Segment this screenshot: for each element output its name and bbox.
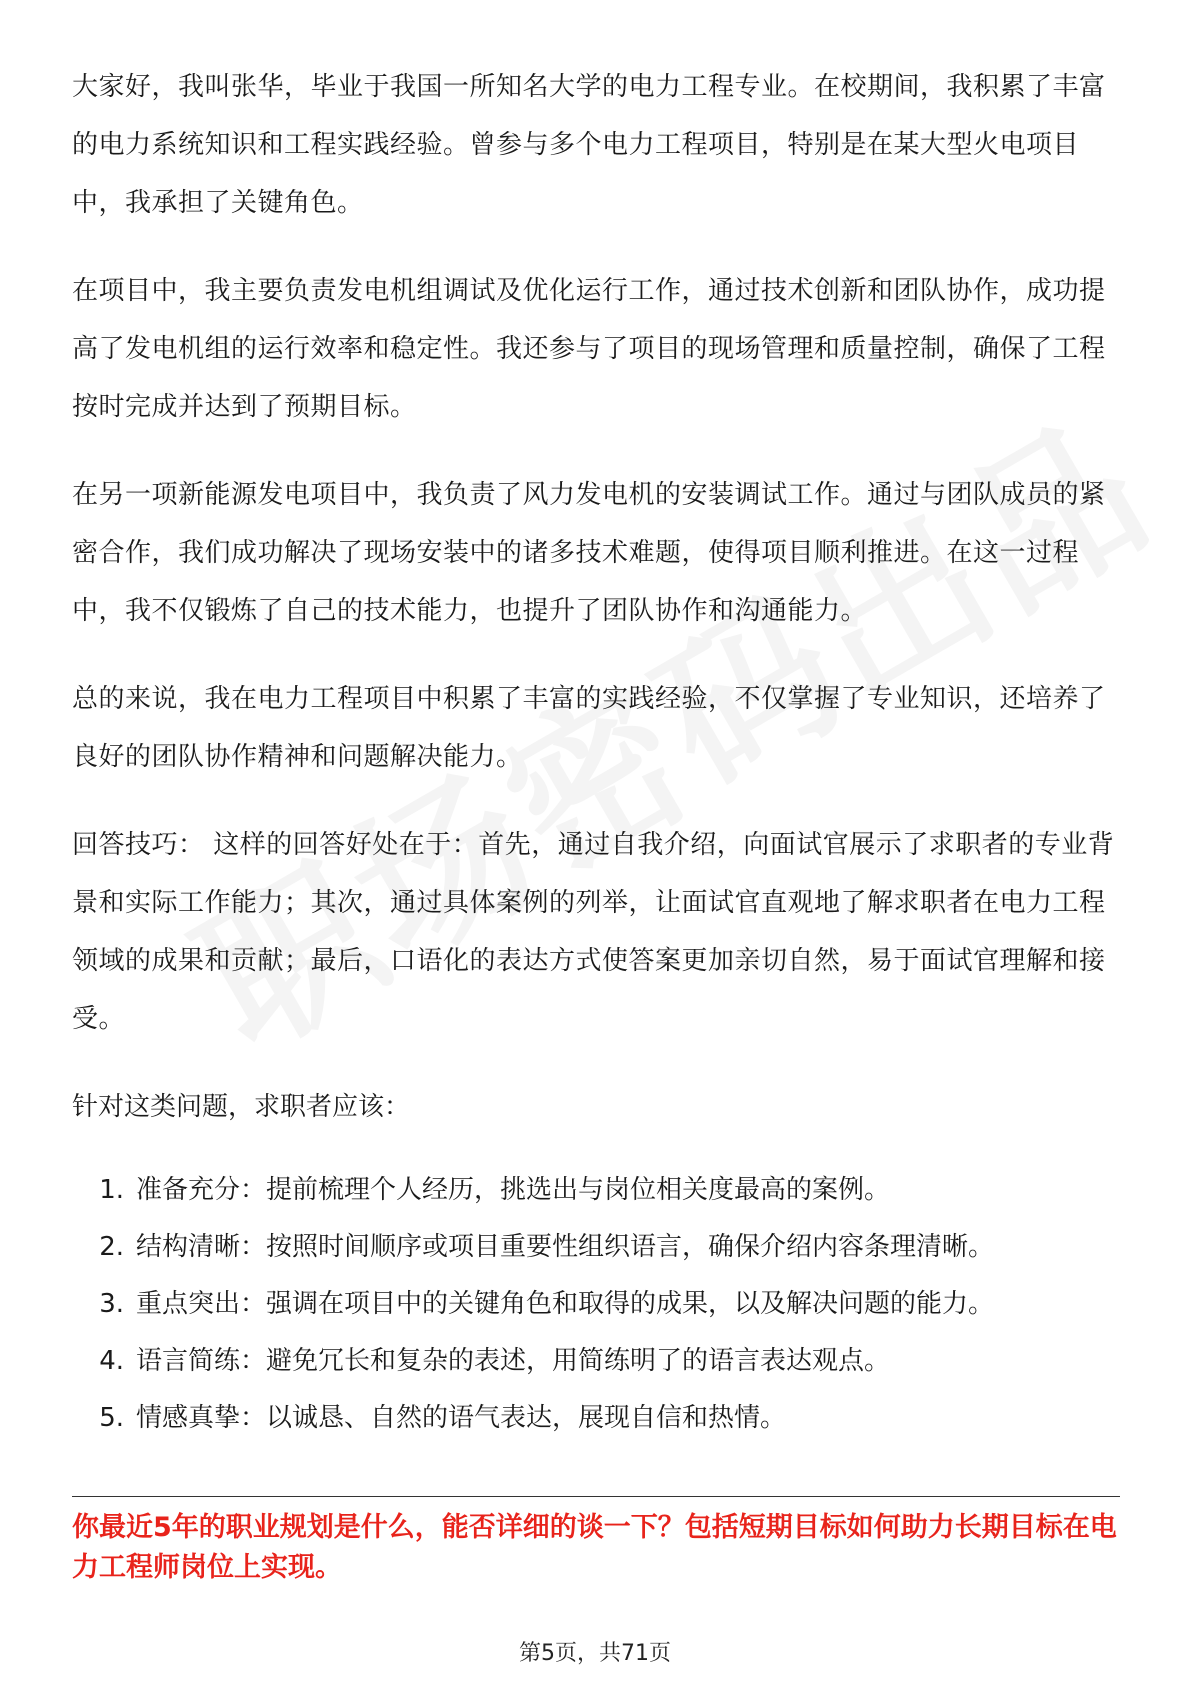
section-divider <box>72 1496 1120 1497</box>
list-text: 结构清晰：按照时间顺序或项目重要性组织语言，确保介绍内容条理清晰。 <box>136 1232 995 1262</box>
tips-intro: 针对这类问题，求职者应该： <box>72 1092 411 1122</box>
list-text: 语言简练：避免冗长和复杂的表述，用简练明了的语言表达观点。 <box>136 1346 891 1376</box>
main-content <box>72 58 1120 1447</box>
tips-list <box>72 1162 1120 1447</box>
list-number: 1. <box>99 1175 124 1205</box>
list-text: 情感真挚：以诚恳、自然的语气表达，展现自信和热情。 <box>136 1403 787 1433</box>
paragraph-answer-tips: 回答技巧： 这样的回答好处在于：首先，通过自我介绍，向面试官展示了求职者的专业背景和实际工作能力；其次，通过具体案例的列举，让面试官直观地了解求职者在电力工程领域的成果和贡献；最后，口语化的表达方式使答案更加亲切自然，易于面试官理解和接受。 <box>72 830 1115 1034</box>
list-item <box>72 1333 1120 1390</box>
paragraph-new-energy: 在另一项新能源发电项目中，我负责了风力发电机的安装调试工作。通过与团队成员的紧密合作，我们成功解决了现场安装中的诸多技术难题，使得项目顺利推进。在这一过程中，我不仅锻炼了自己的技术能力，也提升了团队协作和沟通能力。 <box>72 480 1106 626</box>
list-item <box>72 1276 1120 1333</box>
list-item <box>72 1219 1120 1276</box>
paragraph-project: 在项目中，我主要负责发电机组调试及优化运行工作，通过技术创新和团队协作，成功提高了发电机组的运行效率和稳定性。我还参与了项目的现场管理和质量控制，确保了工程按时完成并达到了预期目标。 <box>72 276 1106 422</box>
list-text: 重点突出：强调在项目中的关键角色和取得的成果，以及解决问题的能力。 <box>136 1289 995 1319</box>
next-question-heading: 你最近5年的职业规划是什么，能否详细的谈一下？包括短期目标如何助力长期目标在电力工程师岗位上实现。 <box>72 1512 1117 1583</box>
list-item <box>72 1162 1120 1219</box>
list-number: 5. <box>99 1403 124 1433</box>
paragraph-summary: 总的来说，我在电力工程项目中积累了丰富的实践经验，不仅掌握了专业知识，还培养了良好的团队协作精神和问题解决能力。 <box>72 684 1106 772</box>
list-text: 准备充分：提前梳理个人经历，挑选出与岗位相关度最高的案例。 <box>136 1175 891 1205</box>
list-number: 2. <box>99 1232 124 1262</box>
list-item <box>72 1390 1120 1447</box>
list-number: 3. <box>99 1289 124 1319</box>
paragraph-intro: 大家好，我叫张华，毕业于我国一所知名大学的电力工程专业。在校期间，我积累了丰富的电力系统知识和工程实践经验。曾参与多个电力工程项目，特别是在某大型火电项目中，我承担了关键角色。 <box>72 72 1106 218</box>
page-number-footer: 第5页，共71页 <box>519 1641 671 1666</box>
list-number: 4. <box>99 1346 124 1376</box>
